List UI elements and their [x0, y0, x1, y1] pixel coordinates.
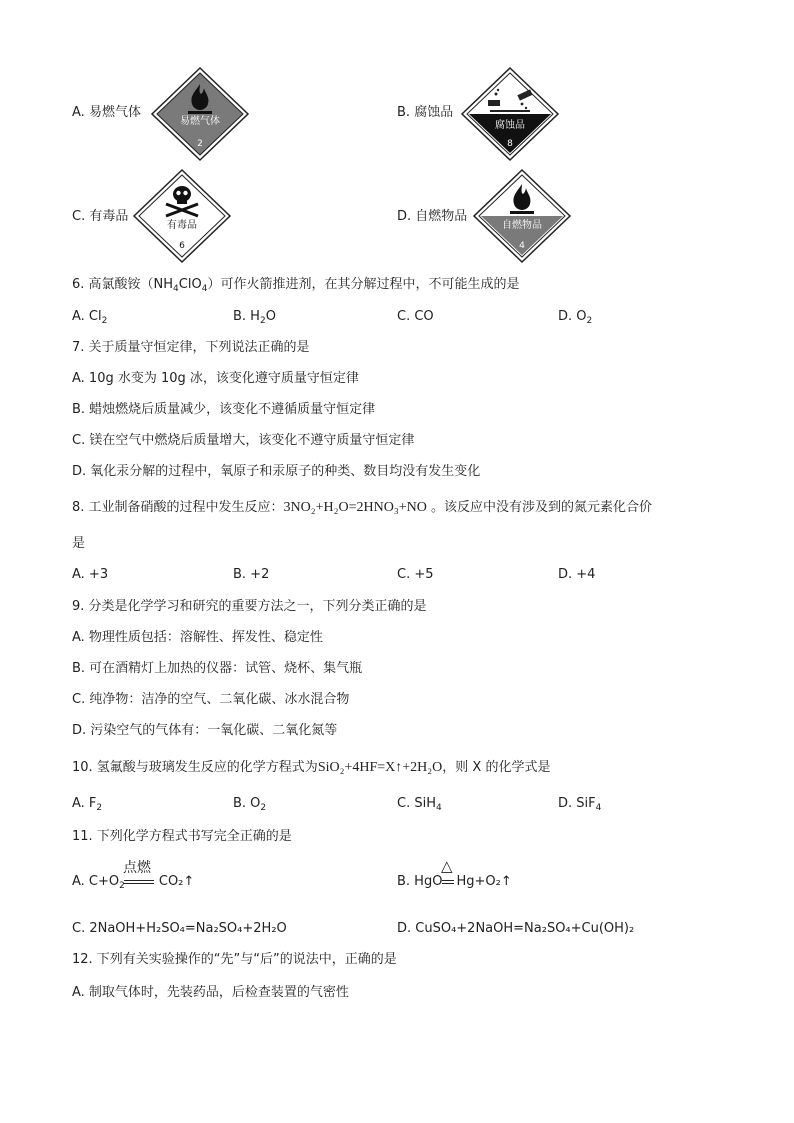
question-6-option-d[interactable]: D. $O_2$ [558, 309, 593, 326]
question-12-stem: 12. 下列有关实验操作的“先”与“后”的说法中，正确的是 [72, 952, 397, 967]
question-11-option-d[interactable]: D. CuSO₄+2NaOH=Na₂SO₄+Cu(OH)₂ [397, 921, 635, 936]
option-c-label: C. 有毒品 [72, 209, 129, 224]
question-9-stem: 9. 分类是化学学习和研究的重要方法之一，下列分类正确的是 [72, 599, 427, 614]
question-10-option-c[interactable]: C. SiH$_4$ [397, 796, 442, 813]
sign-number: 8 [507, 139, 513, 149]
flammable-gas-sign [150, 66, 250, 162]
sign-label: 易燃气体 [180, 116, 220, 127]
equation-bar-bottom [442, 883, 454, 884]
sign-label: 有毒品 [167, 220, 197, 231]
question-10-option-a[interactable]: A. $F_2$ [72, 796, 103, 813]
question-10-stem: 10. 氢氟酸与玻璃发生反应的化学方程式为SiO₂+4HF=X↑+2H₂O，则 X 的化学式是 [72, 760, 551, 775]
question-8-equation: 3NO₂+H₂O=2HNO₃+NO [283, 500, 427, 515]
question-8-option-d[interactable]: D. +4 [558, 567, 596, 582]
question-9-option-b[interactable]: B. 可在酒精灯上加热的仪器：试管、烧杯、集气瓶 [72, 661, 363, 676]
question-12-option-a[interactable]: A. 制取气体时，先装药品，后检查装置的气密性 [72, 985, 349, 1000]
question-10-equation: SiO₂+4HF=X↑+2H₂O [317, 760, 443, 775]
option-b-label: B. 腐蚀品 [397, 105, 454, 120]
question-10-option-d[interactable]: D. SiF$_4$ [558, 796, 602, 813]
question-7-stem: 7. 关于质量守恒定律，下列说法正确的是 [72, 340, 310, 355]
spontaneous-combustion-sign [472, 168, 572, 264]
option-a-label: A. 易燃气体 [72, 105, 141, 120]
question-7-option-c[interactable]: C. 镁在空气中燃烧后质量增大，该变化不遵守质量守恒定律 [72, 433, 415, 448]
question-7-option-a[interactable]: A. 10g 水变为 10g 冰，该变化遵守质量守恒定律 [72, 371, 359, 386]
question-8-option-b[interactable]: B. +2 [233, 567, 270, 582]
corrosive-sign [460, 66, 560, 162]
question-6-option-a[interactable]: A. $Cl_2$ [72, 309, 108, 326]
question-6-option-b[interactable]: B. $H_2O$ [233, 309, 276, 326]
question-8-option-a[interactable]: A. +3 [72, 567, 109, 582]
question-11-option-b[interactable]: B. HgO Hg+O₂↑ [397, 874, 512, 889]
question-6-option-c[interactable]: C. CO [397, 309, 434, 324]
equation-bar-top [124, 880, 154, 881]
condition-ignite-label: 点燃 [123, 860, 151, 876]
sign-number: 6 [179, 241, 185, 251]
question-8-stem-continued: 是 [72, 536, 86, 551]
question-8-option-c[interactable]: C. +5 [397, 567, 434, 582]
question-7-option-b[interactable]: B. 蜡烛燃烧后质量减少，该变化不遵循质量守恒定律 [72, 402, 376, 417]
question-11-option-a[interactable]: A. $C+O_2$ CO₂↑ [72, 874, 195, 891]
equation-bar-top [442, 880, 454, 881]
question-11-option-c[interactable]: C. 2NaOH+H₂SO₄=Na₂SO₄+2H₂O [72, 921, 287, 936]
sign-label: 腐蚀品 [495, 120, 525, 131]
condition-heat-icon: △ [441, 857, 453, 875]
option-d-label: D. 自燃物品 [397, 209, 468, 224]
sign-label: 自燃物品 [502, 220, 542, 231]
question-7-option-d[interactable]: D. 氧化汞分解的过程中，氧原子和汞原子的种类、数目均没有发生变化 [72, 464, 481, 479]
question-8-stem: 8. 工业制备硝酸的过程中发生反应：3NO₂+H₂O=2HNO₃+NO 。该反应中没有涉及到的氮元素化合价 [72, 500, 653, 515]
question-9-option-a[interactable]: A. 物理性质包括：溶解性、挥发性、稳定性 [72, 630, 323, 645]
question-11-stem: 11. 下列化学方程式书写完全正确的是 [72, 829, 292, 844]
sign-number: 2 [197, 139, 203, 149]
question-9-option-d[interactable]: D. 污染空气的气体有：一氧化碳、二氧化氮等 [72, 723, 338, 738]
question-10-option-b[interactable]: B. $O_2$ [233, 796, 267, 813]
question-9-option-c[interactable]: C. 纯净物：洁净的空气、二氧化碳、冰水混合物 [72, 692, 350, 707]
toxic-sign [132, 168, 232, 264]
sign-number: 4 [519, 241, 525, 251]
equation-bar-bottom [124, 883, 154, 884]
question-6-stem: 6. 高氯酸铵$(NH_4ClO_4)$可作火箭推进剂，在其分解过程中，不可能生成的是 [72, 277, 520, 294]
